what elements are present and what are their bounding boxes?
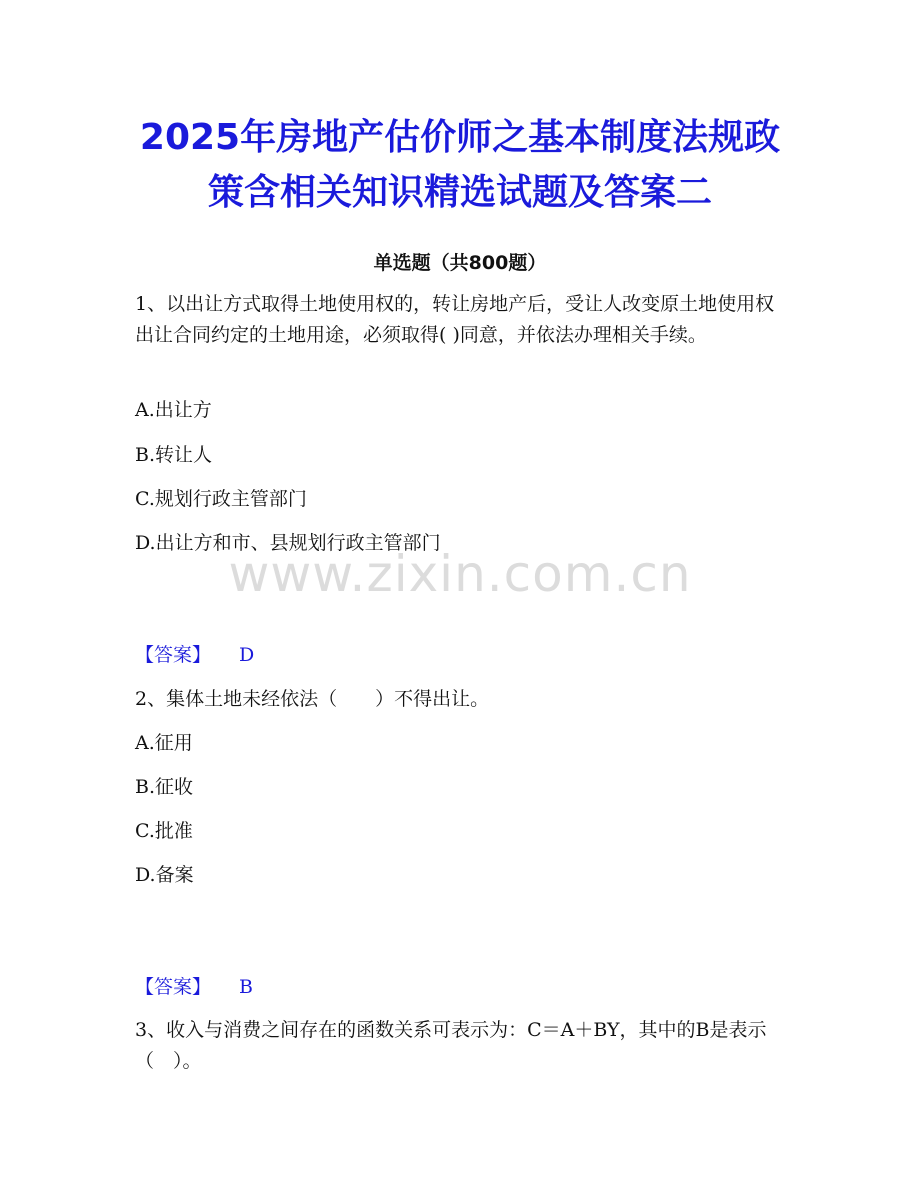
question-2-option-d: D.备案 [135, 864, 194, 886]
question-1-answer [135, 642, 254, 668]
question-1-option-d: D.出让方和市、县规划行政主管部门 [135, 532, 441, 554]
question-1-option-c: C.规划行政主管部门 [135, 488, 307, 510]
question-2-option-a: A.征用 [135, 732, 193, 754]
question-3-text: 3、收入与消费之间存在的函数关系可表示为：C＝A＋BY，其中的B是表示（ ）。 [135, 1019, 767, 1072]
document-title [60, 110, 860, 220]
title-line-1: 2025年房地产估价师之基本制度法规政 [139, 117, 781, 158]
watermark: www.zixin.com.cn [228, 545, 692, 603]
answer-label: 【答案】 [135, 644, 212, 666]
question-2-option-c: C.批准 [135, 820, 193, 842]
answer-label: 【答案】 [135, 976, 212, 998]
title-line-2: 策含相关知识精选试题及答案二 [207, 172, 712, 213]
question-1-option-a: A.出让方 [135, 399, 212, 421]
question-2-option-b: B.征收 [135, 776, 194, 798]
section-heading: 单选题（共800题） [373, 252, 547, 274]
question-1-text: 1、以出让方式取得土地使用权的，转让房地产后，受让人改变原土地使用权出让合同约定的土地用途，必须取得( )同意，并依法办理相关手续。 [135, 293, 775, 346]
answer-value: B [239, 976, 253, 998]
answer-value: D [239, 644, 255, 666]
question-1-option-b: B.转让人 [135, 444, 213, 466]
question-2-text: 2、集体土地未经依法（ ）不得出让。 [135, 688, 490, 710]
question-2-answer [135, 974, 253, 1000]
